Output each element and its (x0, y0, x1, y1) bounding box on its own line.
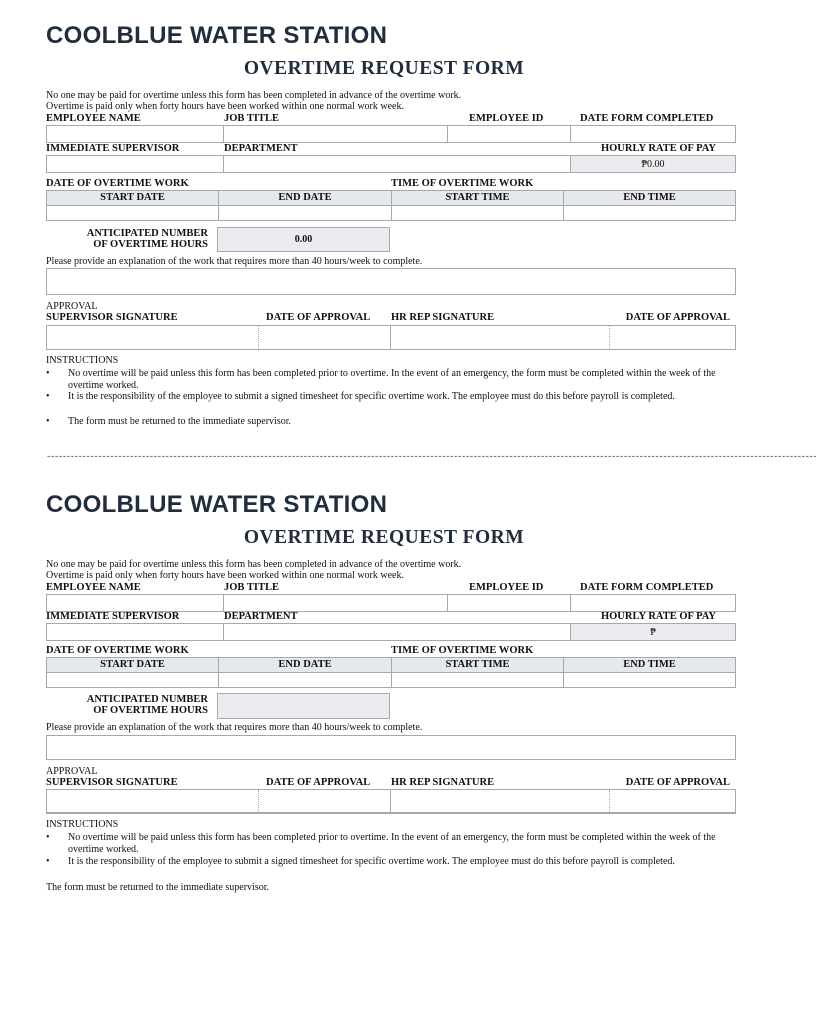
anticipated-hours-field[interactable]: 0.00 (217, 227, 390, 252)
explanation-prompt: Please provide an explanation of the work that requires more than 40 hours/week to complete. (46, 256, 423, 267)
final-instruction-line: The form must be returned to the immediate supervisor. (46, 882, 269, 893)
instruction-text: No overtime will be paid unless this form has been completed prior to overtime. In the event of an emergency, the form must be completed within the week of the overtime worked. (68, 832, 716, 855)
end-time-header: END TIME (564, 191, 735, 205)
approval-row (46, 325, 736, 350)
instruction-item (46, 416, 736, 428)
date-form-completed-field[interactable] (570, 125, 736, 143)
supervisor-signature-field[interactable] (47, 790, 257, 812)
supervisor-signature-field[interactable] (47, 326, 257, 349)
date-of-approval-field[interactable] (259, 326, 389, 349)
hourly-rate-label: HOURLY RATE OF PAY (600, 611, 716, 622)
hr-date-of-approval-label: DATE OF APPROVAL (625, 777, 730, 788)
start-time-header: START TIME (392, 191, 563, 205)
date-of-approval-label: DATE OF APPROVAL (266, 312, 371, 323)
instruction-item (46, 832, 736, 856)
intro-line-1: No one may be paid for overtime unless this form has been completed in advance of the overtime work. (46, 559, 462, 570)
supervisor-signature-label: SUPERVISOR SIGNATURE (46, 312, 178, 323)
employee-id-field[interactable] (447, 594, 571, 612)
instruction-text: It is the responsibility of the employee to submit a signed timesheet for specific overtime work. The employee must do this before payroll is completed. (68, 391, 675, 402)
instruction-item (46, 856, 736, 880)
intro-line-2: Overtime is paid only when forty hours have been worked within one normal work week. (46, 101, 404, 112)
end-date-field[interactable] (219, 673, 391, 687)
hr-rep-signature-field[interactable] (391, 326, 608, 349)
bullet-icon: • (46, 368, 50, 379)
company-name: COOLBLUE WATER STATION (46, 491, 388, 518)
start-time-field[interactable] (392, 673, 563, 687)
instruction-text: It is the responsibility of the employee to submit a signed timesheet for specific overtime work. The employee must do this before payroll is completed. (68, 856, 675, 867)
bullet-icon: • (46, 391, 50, 402)
immediate-supervisor-label: IMMEDIATE SUPERVISOR (46, 143, 180, 154)
hourly-rate-field[interactable]: ₱0.00 (570, 155, 736, 173)
start-time-header: START TIME (392, 658, 563, 672)
employee-id-label: EMPLOYEE ID (469, 582, 544, 593)
date-of-overtime-work-label: DATE OF OVERTIME WORK (46, 645, 189, 656)
form-title: OVERTIME REQUEST FORM (243, 527, 525, 548)
explanation-field[interactable] (46, 268, 736, 295)
time-of-overtime-work-label: TIME OF OVERTIME WORK (391, 645, 534, 656)
form-title: OVERTIME REQUEST FORM (243, 58, 525, 79)
date-of-overtime-work-label: DATE OF OVERTIME WORK (46, 178, 189, 189)
approval-row (46, 789, 736, 814)
anticipated-hours-label-line-2: OF OVERTIME HOURS (93, 705, 208, 716)
time-of-overtime-work-label: TIME OF OVERTIME WORK (391, 178, 534, 189)
employee-name-field[interactable] (46, 594, 224, 612)
hourly-rate-field[interactable]: ₱ (570, 623, 736, 641)
end-date-header: END DATE (219, 658, 391, 672)
anticipated-hours-field[interactable] (217, 693, 390, 719)
overtime-work-table (46, 190, 736, 221)
overtime-work-table (46, 657, 736, 688)
intro-line-1: No one may be paid for overtime unless this form has been completed in advance of the overtime work. (46, 90, 462, 101)
end-date-header: END DATE (219, 191, 391, 205)
supervisor-signature-label: SUPERVISOR SIGNATURE (46, 777, 178, 788)
intro-line-2: Overtime is paid only when forty hours have been worked within one normal work week. (46, 570, 404, 581)
date-form-completed-label: DATE FORM COMPLETED (580, 113, 714, 124)
company-name: COOLBLUE WATER STATION (46, 22, 388, 49)
employee-name-field[interactable] (46, 125, 224, 143)
hr-date-of-approval-label: DATE OF APPROVAL (625, 312, 730, 323)
cut-line-separator: --------------------------------------------------------------------------------------------------------------------------------------------------------------------------------------------------- (46, 452, 816, 462)
hr-date-of-approval-field[interactable] (610, 326, 735, 349)
end-date-field[interactable] (219, 206, 391, 220)
immediate-supervisor-field[interactable] (46, 155, 224, 173)
job-title-label: JOB TITLE (224, 113, 279, 124)
anticipated-hours-label-line-1: ANTICIPATED NUMBER (86, 694, 208, 705)
hr-rep-signature-label: HR REP SIGNATURE (391, 312, 495, 323)
department-field[interactable] (223, 623, 571, 641)
employee-name-label: EMPLOYEE NAME (46, 113, 141, 124)
instruction-item (46, 391, 736, 415)
anticipated-hours-label-line-1: ANTICIPATED NUMBER (86, 228, 208, 239)
anticipated-hours-label-line-2: OF OVERTIME HOURS (93, 239, 208, 250)
date-form-completed-label: DATE FORM COMPLETED (580, 582, 714, 593)
hourly-rate-label: HOURLY RATE OF PAY (600, 143, 716, 154)
instruction-text: The form must be returned to the immediate supervisor. (68, 416, 291, 427)
start-time-field[interactable] (392, 206, 563, 220)
explanation-field[interactable] (46, 735, 736, 760)
start-date-header: START DATE (47, 191, 218, 205)
hr-rep-signature-label: HR REP SIGNATURE (391, 777, 495, 788)
approval-heading: APPROVAL (46, 301, 98, 312)
employee-id-label: EMPLOYEE ID (469, 113, 544, 124)
explanation-prompt: Please provide an explanation of the work that requires more than 40 hours/week to complete. (46, 722, 423, 733)
hr-rep-signature-field[interactable] (391, 790, 608, 812)
instructions-heading: INSTRUCTIONS (46, 819, 119, 830)
job-title-field[interactable] (223, 125, 448, 143)
date-form-completed-field[interactable] (570, 594, 736, 612)
start-date-field[interactable] (47, 673, 218, 687)
department-label: DEPARTMENT (224, 143, 298, 154)
bullet-icon: • (46, 416, 50, 427)
bullet-icon: • (46, 856, 50, 867)
bullet-icon: • (46, 832, 50, 843)
immediate-supervisor-label: IMMEDIATE SUPERVISOR (46, 611, 180, 622)
approval-heading: APPROVAL (46, 766, 98, 777)
start-date-header: START DATE (47, 658, 218, 672)
hr-date-of-approval-field[interactable] (610, 790, 735, 812)
date-of-approval-label: DATE OF APPROVAL (266, 777, 371, 788)
end-time-field[interactable] (564, 206, 735, 220)
department-field[interactable] (223, 155, 571, 173)
employee-name-label: EMPLOYEE NAME (46, 582, 141, 593)
job-title-field[interactable] (223, 594, 448, 612)
date-of-approval-field[interactable] (259, 790, 389, 812)
end-time-header: END TIME (564, 658, 735, 672)
instructions-heading: INSTRUCTIONS (46, 355, 119, 366)
start-date-field[interactable] (47, 206, 218, 220)
department-label: DEPARTMENT (224, 611, 298, 622)
instruction-text: No overtime will be paid unless this form has been completed prior to overtime. In the event of an emergency, the form must be completed within the week of the overtime worked. (68, 368, 716, 391)
end-time-field[interactable] (564, 673, 735, 687)
job-title-label: JOB TITLE (224, 582, 279, 593)
instruction-item (46, 368, 736, 392)
employee-id-field[interactable] (447, 125, 571, 143)
immediate-supervisor-field[interactable] (46, 623, 224, 641)
